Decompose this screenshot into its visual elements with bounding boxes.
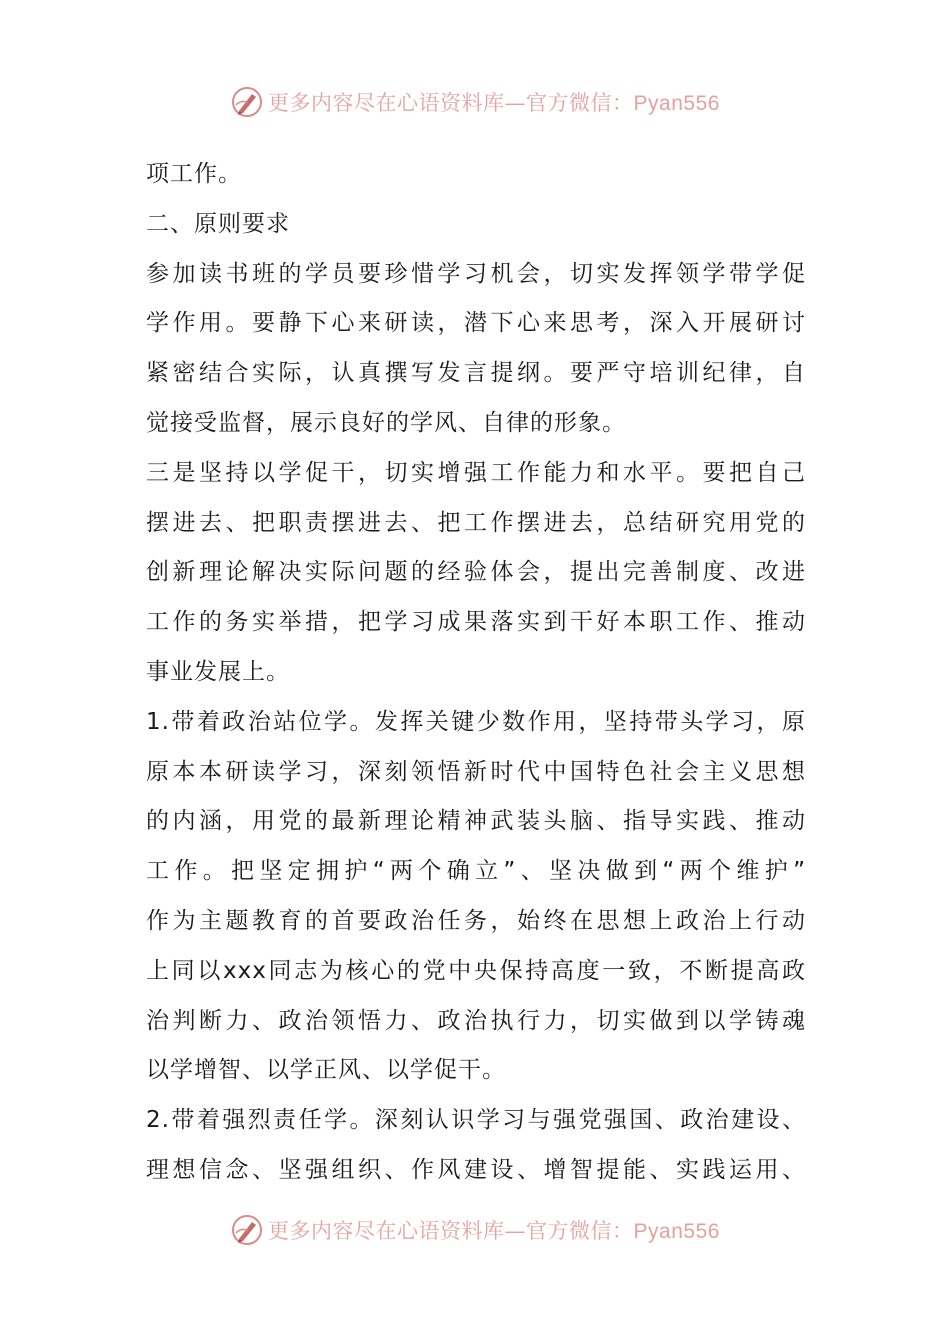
document-body: [146, 150, 806, 1196]
text-line: 事业发展上。: [146, 658, 290, 685]
text-line: 上同以xxx同志为核心的党中央保持高度一致，不断提高政: [146, 957, 806, 984]
text-line: 理想信念、坚强组织、作风建设、增智提能、实践运用、: [146, 1156, 806, 1183]
text-line: 工作。把坚定拥护“两个确立”、坚决做到“两个维护”: [146, 858, 806, 885]
text-line: 参加读书班的学员要珍惜学习机会，切实发挥领学带学促: [146, 260, 806, 287]
text-line: 摆进去、把职责摆进去、把工作摆进去，总结研究用党的: [146, 509, 806, 536]
text-line: 紧密结合实际，认真撰写发言提纲。要严守培训纪律，自: [146, 360, 806, 387]
text-line: 三是坚持以学促干，切实增强工作能力和水平。要把自己: [146, 459, 806, 486]
pen-circle-logo-icon: [230, 1213, 264, 1247]
text-line: 学作用。要静下心来研读，潜下心来思考，深入开展研讨: [146, 310, 806, 337]
text-line: 觉接受监督，展示良好的学风、自律的形象。: [146, 409, 626, 436]
text-line: 作为主题教育的首要政治任务，始终在思想上政治上行动: [146, 907, 806, 934]
text-line: 项工作。: [146, 161, 242, 187]
header-watermark-banner: [0, 82, 950, 122]
text-line: 2.带着强烈责任学。深刻认识学习与强党强国、政治建设、: [146, 1107, 806, 1134]
text-line: 创新理论解决实际问题的经验体会，提出完善制度、改进: [146, 559, 806, 586]
pen-circle-logo-icon: [230, 85, 264, 119]
watermark-handle: Pyan556: [633, 1220, 720, 1243]
footer-watermark-banner: [0, 1210, 950, 1250]
watermark-handle: Pyan556: [633, 92, 720, 115]
text-line: 以学增智、以学正风、以学促干。: [146, 1057, 506, 1084]
text-line: 的内涵，用党的最新理论精神武装头脑、指导实践、推动: [146, 808, 806, 835]
text-line: 1.带着政治站位学。发挥关键少数作用，坚持带头学习，原: [146, 708, 806, 735]
text-line: 治判断力、政治领悟力、政治执行力，切实做到以学铸魂: [146, 1007, 806, 1034]
watermark-text: 更多内容尽在心语资料库—官方微信：Pyan556: [268, 1219, 720, 1243]
watermark-text: 更多内容尽在心语资料库—官方微信：Pyan556: [268, 91, 720, 115]
text-line: 工作的务实举措，把学习成果落实到干好本职工作、推动: [146, 609, 806, 636]
text-line: 原本本研读学习，深刻领悟新时代中国特色社会主义思想: [146, 758, 806, 785]
text-line: 二、原则要求: [146, 210, 290, 237]
